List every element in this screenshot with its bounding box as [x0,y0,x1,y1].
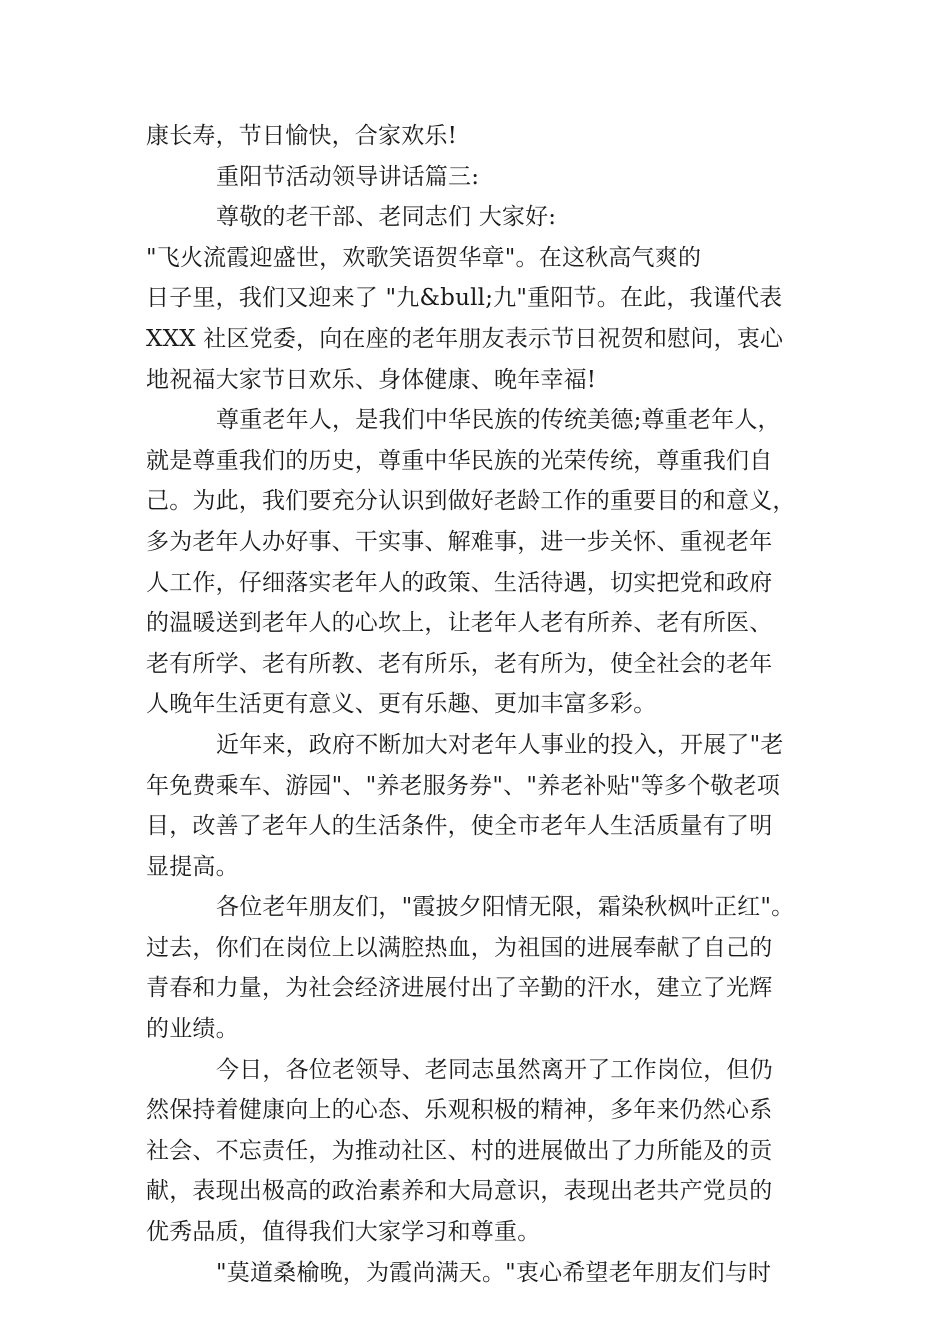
text-line: 献，表现出极高的政治素养和大局意识，表现出老共产党员的 [146,1178,773,1205]
text-line: 人工作，仔细落实老年人的政策、生活待遇，切实把党和政府 [146,569,773,596]
text-line: 年免费乘车、游园"、"养老服务券"、"养老补贴"等多个敬老项 [146,772,780,799]
text-line: "飞火流霞迎盛世，欢歌笑语贺华章"。在这秋高气爽的 [146,244,702,271]
text-line: 今日，各位老领导、老同志虽然离开了工作岗位，但仍 [216,1056,773,1083]
document-body [146,116,806,1293]
text-line: 己。为此，我们要充分认识到做好老龄工作的重要目的和意义， [146,488,796,515]
text-line: 过去，你们在岗位上以满腔热血，为祖国的进展奉献了自己的 [146,934,773,961]
text-line: 尊重老年人，是我们中华民族的传统美德;尊重老年人， [216,407,781,434]
text-line: 老有所学、老有所教、老有所乐，老有所为，使全社会的老年 [146,650,773,677]
text-line: 显提高。 [146,853,239,880]
text-line: 然保持着健康向上的心态、乐观积极的精神，多年来仍然心系 [146,1097,773,1124]
text-line: "莫道桑榆晚，为霞尚满天。"衷心希望老年朋友们与时 [216,1259,772,1286]
text-line: 尊敬的老干部、老同志们 大家好: [216,204,557,231]
text-line: 青春和力量，为社会经济进展付出了辛勤的汗水，建立了光辉 [146,975,773,1002]
text-line: 优秀品质，值得我们大家学习和尊重。 [146,1219,541,1246]
text-line: XXX 社区党委，向在座的老年朋友表示节日祝贺和慰问，衷心 [146,325,784,352]
text-line: 人晚年生活更有意义、更有乐趣、更加丰富多彩。 [146,691,657,718]
text-line: 各位老年朋友们，"霞披夕阳情无限，霜染秋枫叶正红"。 [216,894,795,921]
text-line: 目，改善了老年人的生活条件，使全市老年人生活质量有了明 [146,813,773,840]
text-line: 社会、不忘责任，为推动社区、村的进展做出了力所能及的贡 [146,1137,773,1164]
text-line: 康长寿，节日愉快，合家欢乐! [146,123,458,149]
text-line: 就是尊重我们的历史，尊重中华民族的光荣传统，尊重我们自 [146,447,773,474]
text-line: 地祝福大家节日欢乐、身体健康、晚年幸福! [146,366,597,393]
text-line: 多为老年人办好事、干实事、解难事，进一步关怀、重视老年 [146,528,773,555]
text-line: 重阳节活动领导讲话篇三: [216,163,480,190]
text-line: 日子里，我们又迎来了 "九&bull;九"重阳节。在此，我谨代表 [146,285,783,312]
text-line: 的温暖送到老年人的心坎上，让老年人老有所养、老有所医、 [146,610,773,637]
text-line: 近年来，政府不断加大对老年人事业的投入，开展了"老 [216,731,784,758]
text-line: 的业绩。 [146,1016,239,1043]
